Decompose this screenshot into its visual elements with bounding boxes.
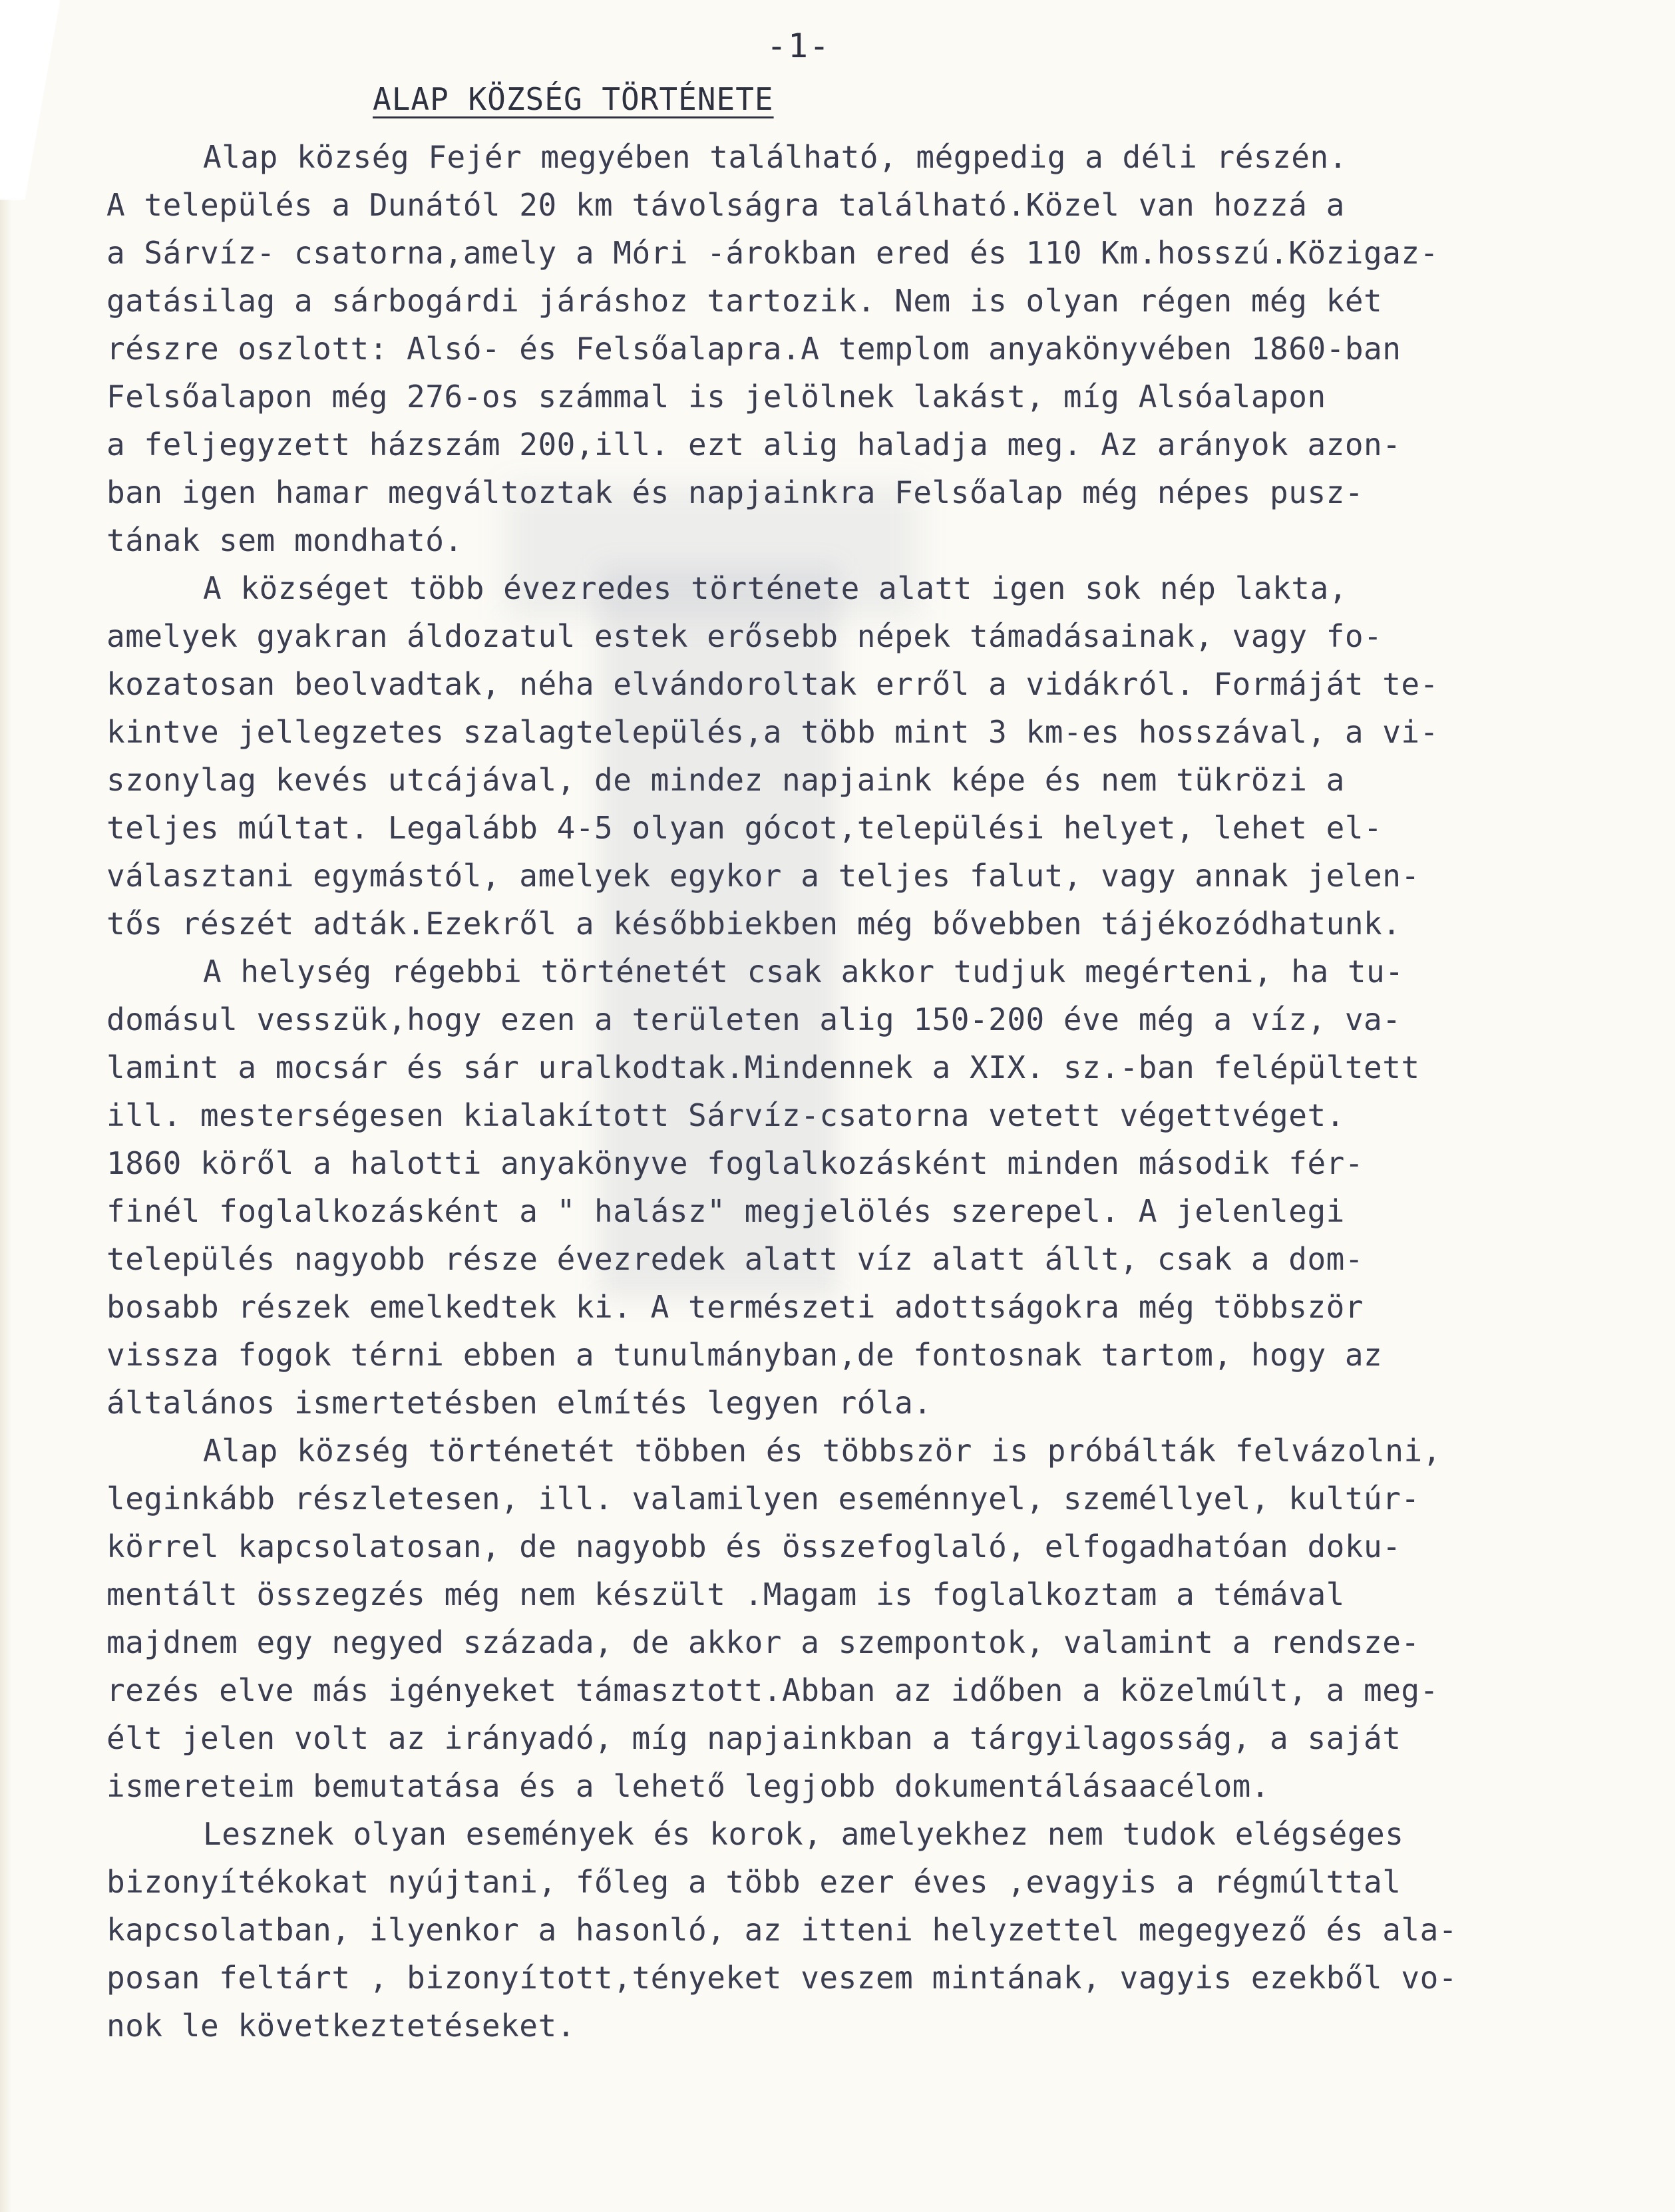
- text-line: mentált összegzés még nem készült .Magam is foglalkoztam a témával: [106, 1576, 1345, 1612]
- text-line: részre oszlott: Alsó- és Felsőalapra.A templom anyakönyvében 1860-ban: [106, 331, 1401, 367]
- text-line: posan feltárt , bizonyított,tényeket veszem mintának, vagyis ezekből vo-: [106, 1960, 1457, 1996]
- torn-corner: [0, 0, 73, 200]
- text-line: élt jelen volt az irányadó, míg napjainkban a tárgyilagosság, a saját: [106, 1720, 1401, 1756]
- text-line: bizonyítékokat nyújtani, főleg a több ezer éves ,evagyis a régmúlttal: [106, 1864, 1401, 1900]
- text-line: ban igen hamar megváltoztak és napjainkra Felsőalap még népes pusz-: [106, 474, 1364, 510]
- text-line: választani egymástól, amelyek egykor a teljes falut, vagy annak jelen-: [106, 858, 1420, 894]
- text-line: körrel kapcsolatosan, de nagyobb és összefoglaló, elfogadhatóan doku-: [106, 1529, 1401, 1565]
- text-line: Alap község történetét többen és többször is próbálták felvázolni,: [203, 1433, 1441, 1469]
- typewritten-body: [106, 133, 1571, 2050]
- text-line: A helység régebbi történetét csak akkor tudjuk megérteni, ha tu-: [203, 954, 1404, 990]
- page-title: ALAP KÖZSÉG TÖRTÉNETE: [373, 81, 774, 117]
- text-line: Lesznek olyan események és korok, amelyekhez nem tudok elégséges: [203, 1816, 1404, 1852]
- text-line: kapcsolatban, ilyenkor a hasonló, az itteni helyzettel megegyező és ala-: [106, 1912, 1457, 1948]
- text-line: ill. mesterségesen kialakított Sárvíz-csatorna vetett végettvéget.: [106, 1097, 1345, 1133]
- text-line: vissza fogok térni ebben a tunulmányban,de fontosnak tartom, hogy az: [106, 1337, 1383, 1373]
- paper-edge-shadow: [0, 200, 12, 2212]
- text-line: település nagyobb része évezredek alatt víz alatt állt, csak a dom-: [106, 1241, 1364, 1277]
- text-line: ismereteim bemutatása és a lehető legjobb dokumentálásaacélom.: [106, 1768, 1270, 1804]
- text-line: gatásilag a sárbogárdi járáshoz tartozik. Nem is olyan régen még két: [106, 283, 1383, 319]
- text-line: tának sem mondható.: [106, 522, 463, 558]
- text-line: domásul vesszük,hogy ezen a területen alig 150-200 éve még a víz, va-: [106, 1002, 1401, 1037]
- text-line: leginkább részletesen, ill. valamilyen eseménnyel, személlyel, kultúr-: [106, 1481, 1420, 1517]
- text-line: tős részét adták.Ezekről a későbbiekben még bővebben tájékozódhatunk.: [106, 906, 1401, 942]
- text-line: A település a Dunától 20 km távolságra található.Közel van hozzá a: [106, 187, 1345, 223]
- text-line: kintve jellegzetes szalagtelepülés,a több mint 3 km-es hosszával, a vi-: [106, 714, 1439, 750]
- text-line: rezés elve más igényeket támasztott.Abban az időben a közelmúlt, a meg-: [106, 1672, 1439, 1708]
- text-line: teljes múltat. Legalább 4-5 olyan gócot,települési helyet, lehet el-: [106, 810, 1383, 846]
- text-line: a feljegyzett házszám 200,ill. ezt alig haladja meg. Az arányok azon-: [106, 427, 1401, 462]
- text-line: A községet több évezredes története alatt igen sok nép lakta,: [203, 570, 1348, 606]
- text-line: nok le következtetéseket.: [106, 2008, 576, 2044]
- text-line: lamint a mocsár és sár uralkodtak.Mindennek a XIX. sz.-ban felépültett: [106, 1049, 1420, 1085]
- text-line: majdnem egy negyed százada, de akkor a szempontok, valamint a rendsze-: [106, 1624, 1420, 1660]
- text-line: bosabb részek emelkedtek ki. A természeti adottságokra még többször: [106, 1289, 1364, 1325]
- text-line: szonylag kevés utcájával, de mindez napjaink képe és nem tükrözi a: [106, 762, 1345, 798]
- text-line: általános ismertetésben elmítés legyen róla.: [106, 1385, 932, 1421]
- text-line: kozatosan beolvadtak, néha elvándoroltak erről a vidákról. Formáját te-: [106, 666, 1439, 702]
- text-line: Felsőalapon még 276-os számmal is jelölnek lakást, míg Alsóalapon: [106, 379, 1326, 415]
- text-line: amelyek gyakran áldozatul estek erősebb népek támadásainak, vagy fo-: [106, 618, 1383, 654]
- text-line: finél foglalkozásként a " halász" megjelölés szerepel. A jelenlegi: [106, 1193, 1345, 1229]
- text-line: 1860 köről a halotti anyakönyve foglalkozásként minden második fér-: [106, 1145, 1364, 1181]
- text-line: a Sárvíz- csatorna,amely a Móri -árokban ered és 110 Km.hosszú.Közigaz-: [106, 235, 1439, 271]
- page-number: -1-: [766, 27, 831, 65]
- text-line: Alap község Fejér megyében található, mégpedig a déli részén.: [203, 139, 1348, 175]
